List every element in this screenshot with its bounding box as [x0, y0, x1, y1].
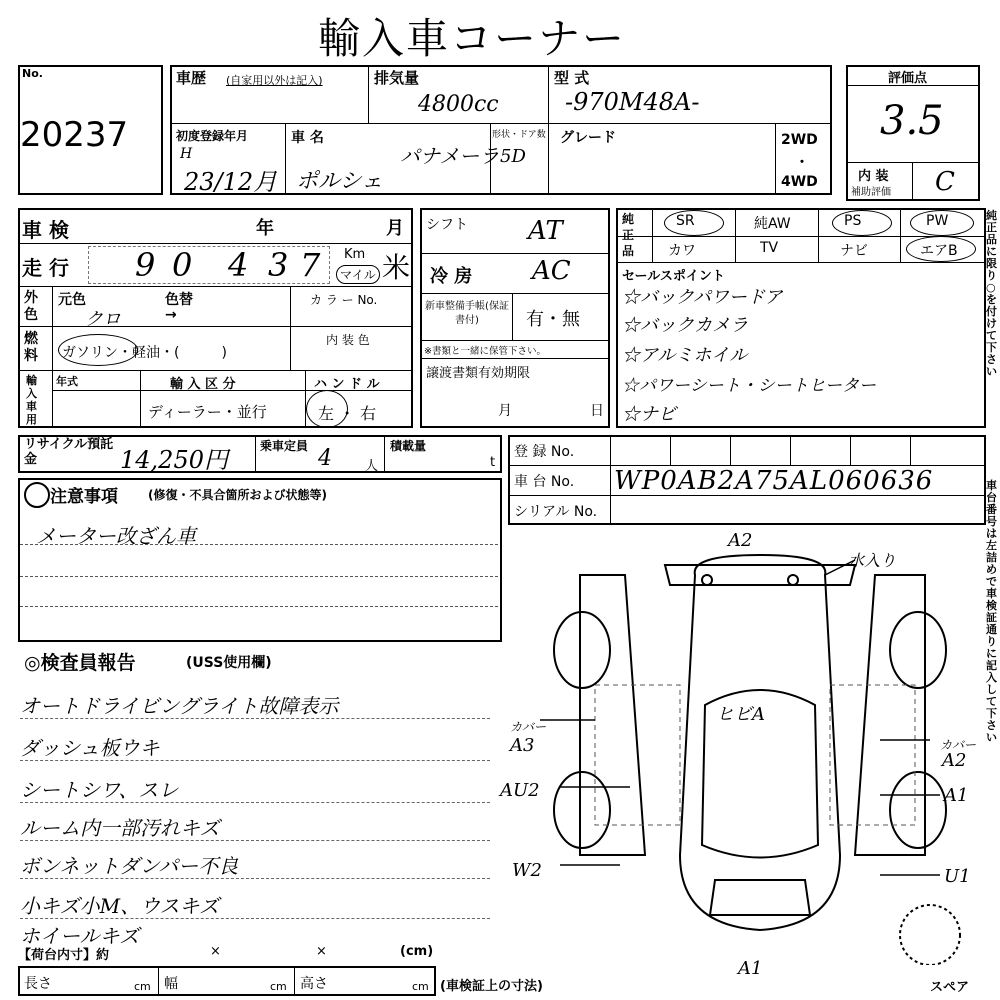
- handle-value: 左 ・ 右: [318, 404, 377, 423]
- mileage-digit-5: 7: [300, 246, 321, 284]
- fuel-options: ガソリン・軽油・( ): [62, 345, 227, 361]
- diagram-right-label-4: U1: [944, 866, 971, 887]
- interior-color-label: 内 装 色: [326, 333, 370, 347]
- car-name-value: ポルシェ: [296, 169, 384, 194]
- diagram-bottom-label: A1: [738, 958, 763, 979]
- displacement-label: 排気量: [374, 69, 420, 87]
- registration-label: 登 録 No.: [514, 444, 575, 460]
- evaluation-score: 3.5: [880, 98, 944, 144]
- drive-2wd: 2WD: [781, 132, 818, 148]
- wheel-front-left: [554, 612, 610, 688]
- displacement-value: 4800cc: [418, 92, 499, 117]
- maintenance-value: 有・無: [526, 309, 580, 330]
- first-reg-label: 初度登録年月: [176, 129, 249, 143]
- caution-icon: [24, 482, 50, 508]
- drive-4wd: 4WD: [781, 174, 818, 190]
- cargo-height: 高さ: [300, 976, 328, 992]
- car-left-door-panel: [580, 575, 645, 855]
- mileage-digit-3: 4: [228, 246, 249, 284]
- diagram-left-label-4: W2: [512, 860, 542, 881]
- first-reg-value: 23/12月: [184, 168, 278, 196]
- report-line-6: 小キズ小M、ウスキズ: [20, 894, 220, 918]
- rear-light-left: [702, 575, 712, 585]
- mileage-unit-mile: マイル: [336, 265, 380, 284]
- shift-label: シフト: [426, 217, 468, 233]
- grade-label: グレード: [560, 130, 616, 146]
- sales-point-4: ☆パワーシート・シートヒーター: [622, 376, 876, 396]
- sales-point-5: ☆ナビ: [622, 404, 676, 425]
- recycle-value: 14,250円: [120, 446, 228, 474]
- car-name-sub: パナメーラ: [400, 144, 500, 168]
- number-label: No.: [22, 67, 43, 80]
- equip-sr: SR: [676, 213, 695, 229]
- color-orig-label: 元色: [58, 292, 86, 308]
- history-label: 車歴: [176, 69, 207, 87]
- circle-pw: [910, 210, 974, 236]
- sales-points-label: セールスポイント: [622, 269, 725, 284]
- diagram-top-label: A2: [728, 530, 753, 551]
- capacity-value: 4: [318, 446, 332, 471]
- report-line-1: オートドライビングライト故障表示: [20, 694, 339, 718]
- sales-point-1: ☆バックパワードア: [622, 287, 783, 308]
- shape-value: 5D: [500, 146, 526, 167]
- page-title: 輸入車コーナー: [318, 14, 627, 63]
- report-note: (USS使用欄): [186, 655, 272, 671]
- circle-sr: [664, 210, 724, 236]
- chassis-value: WP0AB2A75AL060636: [614, 466, 934, 496]
- side-note-top: 純正品に限り○を付けて下さい: [986, 209, 997, 378]
- mileage-label: 走 行: [22, 256, 69, 280]
- capacity-unit: 人: [365, 459, 379, 474]
- handle-left-circle: [306, 390, 348, 428]
- diagram-right-label-1: カバー: [940, 738, 977, 752]
- fuel-label: 燃 料: [24, 331, 38, 364]
- mileage-digit-1: 9: [135, 246, 156, 284]
- inspection-label: 車 検: [22, 218, 69, 242]
- interior-sub: 補助評価: [851, 187, 891, 198]
- fuel-gasoline-circle: [58, 334, 138, 366]
- rear-light-right: [788, 575, 798, 585]
- interior-label: 内 装: [858, 169, 889, 184]
- side-note-bottom: 車台番号は左詰めで車検証通りに記入して下さい: [986, 479, 997, 744]
- mileage-digits: [88, 246, 330, 284]
- circle-airbag: [906, 236, 976, 262]
- shift-value: AT: [528, 216, 563, 246]
- chassis-label: 車 台 No.: [514, 474, 575, 490]
- import-label: 輸入車用: [26, 374, 37, 426]
- transfer-month: 月: [498, 403, 512, 419]
- wheel-front-right: [890, 612, 946, 688]
- equip-ps: PS: [844, 213, 862, 229]
- diagram-right-label-2: A2: [942, 750, 967, 771]
- cargo-x-2: ×: [316, 944, 327, 959]
- drive-dot: ・: [795, 155, 809, 171]
- aircon-label: 冷 房: [430, 266, 473, 287]
- mileage-mark: 米: [382, 251, 411, 284]
- transfer-day: 日: [590, 403, 604, 419]
- equip-leather: カワ: [668, 243, 696, 259]
- report-label: ◎検査員報告: [24, 652, 136, 674]
- color-changed-label: 色替: [165, 292, 193, 308]
- diagram-water-label: 水入り: [848, 551, 897, 570]
- load-label: 積載量: [390, 439, 427, 453]
- report-line-5: ボンネットダンパー不良: [20, 854, 239, 878]
- report-line-3: シートシワ、スレ: [20, 778, 179, 802]
- number-value: 20237: [20, 115, 129, 155]
- cargo-length-cm: cm: [134, 980, 151, 993]
- aircon-value: AC: [532, 256, 571, 286]
- equip-aw: 純AW: [754, 216, 791, 232]
- capacity-label: 乗車定員: [260, 439, 309, 453]
- report-line-4: ルーム内一部汚れキズ: [20, 816, 220, 840]
- car-door-right-dashed: [830, 685, 915, 825]
- diagram-spare-label: スペア: [930, 980, 970, 995]
- evaluation-label: 評価点: [888, 71, 928, 86]
- caution-note: (修復・不具合箇所および状態等): [148, 488, 327, 502]
- sales-point-2: ☆バックカメラ: [622, 315, 748, 336]
- diagram-left-label-1: カバー: [510, 720, 547, 734]
- handle-label: ハ ン ド ル: [314, 377, 380, 392]
- history-note: (自家用以外は記入): [226, 74, 323, 87]
- transfer-label: 譲渡書類有効期限: [426, 366, 531, 381]
- equip-navi: ナビ: [840, 243, 868, 259]
- equip-tv: TV: [760, 240, 779, 256]
- model-type-value: -970M48A-: [565, 88, 700, 116]
- cargo-width: 幅: [164, 976, 178, 992]
- mileage-digit-4: 3: [268, 246, 289, 284]
- cargo-width-cm: cm: [270, 980, 287, 993]
- interior-value: C: [935, 167, 955, 197]
- cargo-unit: (cm): [400, 944, 434, 959]
- diagram-roof-label: ヒビA: [716, 704, 765, 725]
- diagram-left-label-3: AU2: [500, 780, 540, 801]
- inspection-month: 月: [386, 218, 404, 239]
- shape-label: 形状・ドア数: [492, 130, 546, 140]
- cargo-length: 長さ: [24, 976, 52, 992]
- mileage-digit-2: 0: [172, 246, 193, 284]
- equip-pw: PW: [926, 213, 949, 229]
- cargo-label: 【荷台内寸】約: [18, 948, 110, 963]
- serial-label: シリアル No.: [514, 504, 598, 520]
- genuine-label: 純正品: [622, 212, 635, 258]
- import-type-label: 輸 入 区 分: [170, 377, 236, 392]
- car-diagram: [520, 525, 980, 965]
- spare-tire: [900, 905, 960, 965]
- report-line-7: ホイールキズ: [20, 924, 140, 948]
- wheel-rear-right: [890, 772, 946, 848]
- caution-line-1: メーター改ざん車: [36, 524, 196, 548]
- recycle-label: リサイクル預託金: [24, 437, 114, 467]
- car-front-grille: [710, 880, 810, 915]
- equip-airbag: エアB: [920, 243, 958, 259]
- cargo-x-1: ×: [210, 944, 221, 959]
- circle-ps: [832, 210, 892, 236]
- sales-point-3: ☆アルミホイル: [622, 345, 748, 366]
- maintenance-note: ※書類と一緒に保管下さい。: [424, 346, 546, 357]
- import-year-label: 年式: [56, 375, 78, 388]
- model-type-label: 型 式: [554, 69, 590, 87]
- vehicle-detail-box: [18, 208, 413, 428]
- cargo-height-cm: cm: [412, 980, 429, 993]
- color-arrow: →: [165, 307, 177, 323]
- mileage-unit-km: Km: [344, 247, 366, 262]
- import-type-value: ディーラー・並行: [148, 403, 267, 421]
- load-unit: t: [490, 455, 496, 470]
- color-value: クロ: [85, 309, 121, 330]
- inspection-year: 年: [256, 218, 274, 239]
- cargo-box: [18, 966, 436, 996]
- color-code-label: カ ラ ー No.: [310, 293, 378, 307]
- color-label: 外 色: [24, 290, 38, 323]
- maintenance-label: 新車整備手帳(保証書付): [425, 301, 509, 326]
- caution-label: 注意事項: [50, 487, 118, 507]
- first-reg-era: H: [180, 146, 193, 162]
- cargo-note: (車検証上の寸法): [440, 979, 543, 994]
- diagram-right-label-3: A1: [944, 785, 969, 806]
- diagram-left-label-2: A3: [510, 735, 535, 756]
- report-line-2: ダッシュ板ウキ: [20, 736, 160, 760]
- car-name-label: 車 名: [291, 130, 324, 146]
- wheel-rear-left: [554, 772, 610, 848]
